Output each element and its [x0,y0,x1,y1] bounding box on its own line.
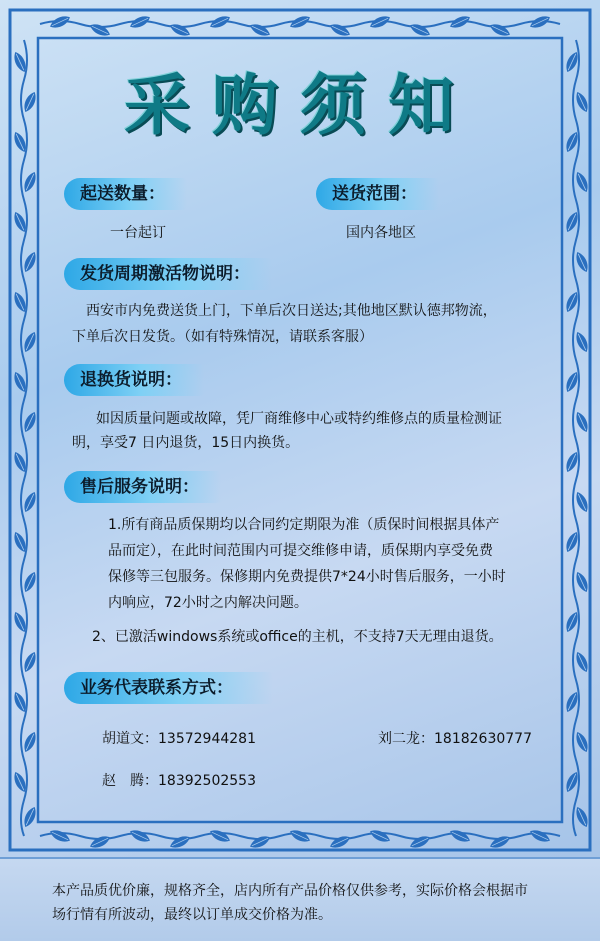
min-order-text: 一台起订 [110,225,166,241]
contact-rep-1: 胡道文：13572944281 [102,731,256,747]
contact-rep-3: 赵 腾：18392502553 [102,773,256,789]
shipping-cycle-line1: 西安市内免费送货上门，下单后次日送达;其他地区默认德邦物流， [86,303,497,319]
after-sales-line1: 1.所有商品质保期均以合同约定期限为准（质保时间根据具体产 [108,517,500,533]
footer-text [52,879,562,927]
delivery-range-text: 国内各地区 [346,225,416,241]
footer-line2: 场行情有所波动，最终以订单成交价格为准。 [52,907,332,923]
min-order-heading: 起送数量： [64,178,187,210]
contact-rep-2: 刘二龙：18182630777 [378,731,532,747]
return-policy-line2: 明，享受7 日内退货，15日内换货。 [72,435,300,451]
shipping-cycle-line2: 下单后次日发货。（如有特殊情况，请联系客服） [72,329,373,345]
return-policy-line1: 如因质量问题或故障，凭厂商维修中心或特约维修点的质量检测证 [96,411,502,427]
delivery-range-heading: 送货范围： [316,178,439,210]
after-sales-line2: 品而定），在此时间范围内可提交维修申请，质保期内享受免费 [108,543,493,559]
after-sales-line5: 2、已激活windows系统或office的主机，不支持7天无理由退货。 [92,629,503,645]
footer-notice [0,857,600,941]
footer-line1: 本产品质优价廉，规格齐全，店内所有产品价格仅供参考，实际价格会根据市 [52,883,528,899]
return-policy-heading: 退换货说明： [64,364,204,396]
contact-heading: 业务代表联系方式： [64,672,273,704]
shipping-cycle-heading: 发货周期激活物说明： [64,258,272,290]
after-sales-heading: 售后服务说明： [64,471,221,503]
after-sales-line3: 保修等三包服务。保修期内免费提供7*24小时售后服务，一小时 [108,569,506,585]
page-title: 采购须知 [124,67,476,144]
after-sales-line4: 内响应，72小时之内解决问题。 [108,595,308,611]
